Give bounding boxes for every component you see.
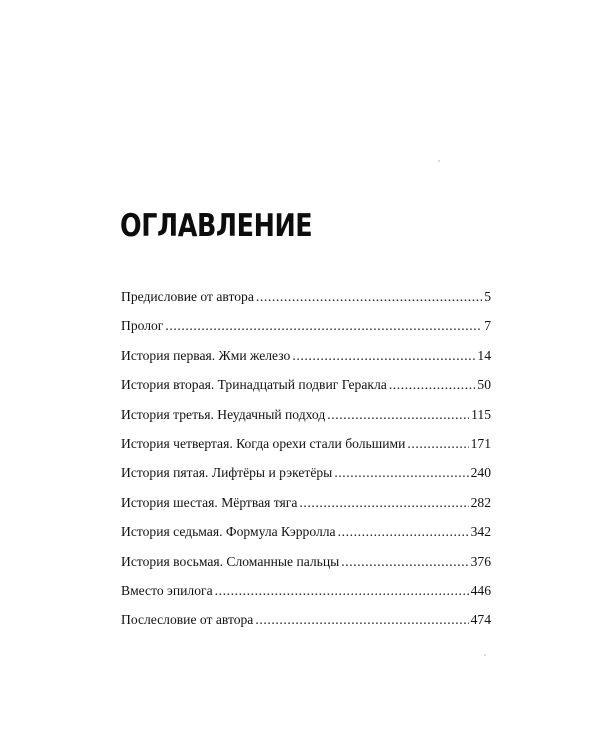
toc-entry xyxy=(121,458,491,487)
toc-entry xyxy=(121,429,491,458)
toc-entry-title: История седьмая. Формула Кэрролла xyxy=(121,524,336,540)
toc-entry-title: Предисловие от автора xyxy=(121,289,254,304)
toc-entry-page: 171 xyxy=(470,435,491,451)
toc-entry xyxy=(121,282,491,311)
toc-entry-page: 5 xyxy=(484,289,491,304)
paper-speck xyxy=(438,160,440,162)
toc-entry xyxy=(121,400,491,429)
toc-entry-page: 474 xyxy=(470,612,491,628)
toc-entry-page: 7 xyxy=(484,318,491,334)
toc-entry-title: История пятая. Лифтёры и рэкетёры xyxy=(121,465,333,481)
toc-entry-page: 50 xyxy=(477,377,491,393)
toc-entry-page: 446 xyxy=(470,582,491,598)
toc-dot-leader xyxy=(341,547,468,576)
toc-entry xyxy=(121,605,491,634)
toc-entry xyxy=(121,517,491,546)
toc-entry xyxy=(121,576,491,605)
toc-entry xyxy=(121,488,491,517)
toc-dot-leader xyxy=(165,311,482,340)
toc-dot-leader xyxy=(389,370,476,399)
toc-entry-page: 376 xyxy=(470,553,491,569)
toc-entry-title: Пролог xyxy=(121,318,164,334)
paper-speck xyxy=(484,654,486,656)
toc-entry-page: 115 xyxy=(471,406,491,422)
toc-dot-leader xyxy=(255,605,468,634)
toc-entry xyxy=(121,370,491,399)
toc-dot-leader xyxy=(338,517,469,546)
toc-dot-leader xyxy=(292,341,475,370)
toc-entry-page: 342 xyxy=(470,524,491,540)
toc-entry-page: 14 xyxy=(477,347,491,363)
toc-list xyxy=(121,282,491,635)
toc-entry-title: Вместо эпилога xyxy=(121,582,213,598)
toc-dot-leader xyxy=(327,400,469,429)
toc-heading: ОГЛАВЛЕНИЕ xyxy=(120,208,313,244)
toc-entry-title: История третья. Неудачный подход xyxy=(121,406,326,422)
toc-dot-leader xyxy=(407,429,468,458)
toc-entry-title: История первая. Жми железо xyxy=(121,347,291,363)
toc-dot-leader xyxy=(256,282,482,311)
toc-dot-leader xyxy=(334,458,468,487)
toc-entry-title: История восьмая. Сломанные пальцы xyxy=(121,553,340,569)
toc-entry-page: 240 xyxy=(470,465,491,481)
toc-entry-title: История вторая. Тринадцатый подвиг Геракла xyxy=(121,377,387,393)
toc-entry xyxy=(121,341,491,370)
toc-entry-title: Послесловие от автора xyxy=(121,612,254,628)
toc-entry xyxy=(121,311,491,340)
toc-dot-leader xyxy=(215,576,469,605)
toc-entry-title: История шестая. Мёртвая тяга xyxy=(121,494,298,510)
toc-entry xyxy=(121,547,491,576)
toc-entry-title: История четвертая. Когда орехи стали большими xyxy=(121,435,406,451)
toc-dot-leader xyxy=(299,488,468,517)
toc-entry-page: 282 xyxy=(470,494,491,510)
